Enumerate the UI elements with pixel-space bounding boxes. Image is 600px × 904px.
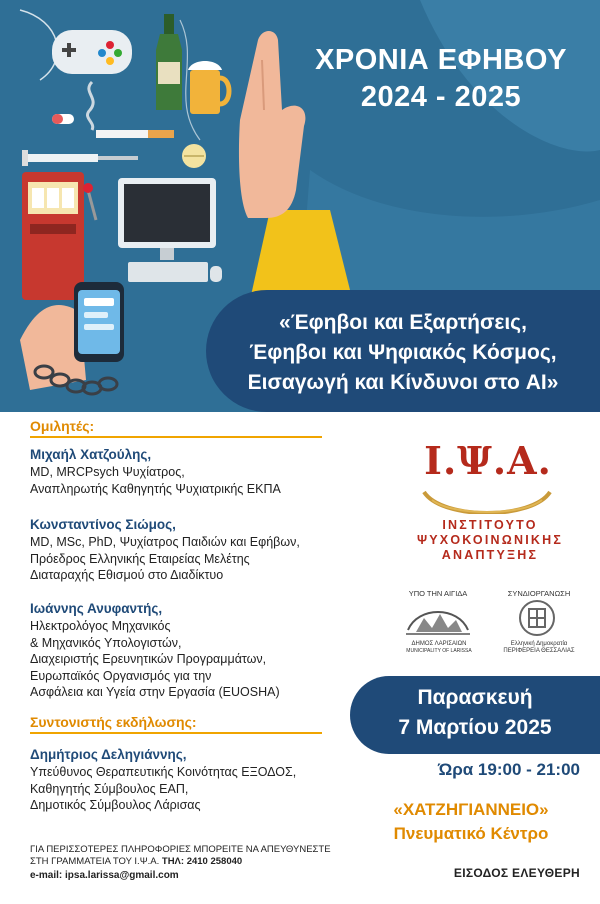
speaker-credential: Ευρωπαϊκός Οργανισμός για την [30, 668, 212, 683]
moderator-entry [30, 746, 360, 814]
region-country: Ελληνική Δημοκρατία [510, 641, 568, 647]
municipality-caption [396, 641, 482, 655]
event-date [350, 683, 600, 743]
speaker-credential: Ηλεκτρολόγος Μηχανικός [30, 619, 171, 633]
section-divider [30, 732, 322, 734]
speaker-credential: MD, MSc, PhD, Ψυχίατρος Παιδιών και Εφήβων, [30, 535, 300, 549]
speaker-credential: Αναπληρωτής Καθηγητής Ψυχιατρικής ΕΚΠΑ [30, 481, 281, 496]
organizer-name-line: ΙΝΣΤΙΤΟΥΤΟ [442, 518, 538, 532]
topic-line: «Έφηβοι και Εξαρτήσεις, [279, 311, 527, 334]
municipality-name: ΔΗΜΟΣ ΛΑΡΙΣΑΙΩΝ [411, 641, 467, 647]
municipality-emblem-icon [402, 600, 474, 640]
smoke-icon [87, 82, 93, 130]
speaker-credential: & Μηχανικός Υπολογιστών, [30, 635, 182, 650]
bottle-icon [156, 14, 182, 110]
patronage-label: ΥΠΟ ΤΗΝ ΑΙΓΙΔΑ [408, 589, 468, 598]
speaker-entry [30, 516, 360, 584]
event-day: Παρασκευή [417, 686, 533, 709]
contact-email: e-mail: ipsa.larissa@gmail.com [30, 870, 179, 881]
contact-secretariat: ΣΤΗ ΓΡΑΜΜΑΤΕΙΑ ΤΟΥ Ι.Ψ.Α. [30, 855, 160, 867]
speakers-heading: Ομιλητές: [30, 418, 95, 434]
organizer-name-line: ΑΝΑΠΤΥΞΗΣ [441, 548, 539, 562]
organizer-name [410, 518, 570, 563]
speaker-credential: Ασφάλεια και Υγεία στην Εργασία (EUOSHA) [30, 685, 280, 699]
coorganizer-label: ΣΥΝΔΙΟΡΓΑΝΩΣΗ [507, 589, 571, 598]
moderator-credential: Δημοτικός Σύμβουλος Λάρισας [30, 798, 201, 812]
event-time: Ώρα 19:00 - 21:00 [437, 760, 580, 779]
topic-text [206, 308, 600, 398]
speaker-entry [30, 446, 360, 497]
municipality-name-en: MUNICIPALITY OF LARISSA [406, 648, 472, 654]
event-venue [360, 798, 582, 846]
computer-icon [118, 178, 222, 282]
event-title-years: 2024 - 2025 [360, 81, 522, 113]
speaker-credential: Διαταραχής Εθισμού στο Διαδίκτυο [30, 568, 224, 582]
speaker-entry [30, 600, 360, 701]
topic-line: Έφηβοι και Ψηφιακός Κόσμος, [249, 341, 557, 364]
moderator-name: Δημήτριος Δεληγιάννης, [30, 747, 187, 762]
organizer-name-line: ΨΥΧΟΚΟΙΝΩΝΙΚΗΣ [416, 533, 564, 547]
game-controller-icon [52, 30, 132, 74]
cigarette-icon [96, 130, 174, 138]
venue-type: Πνευματικό Κέντρο [393, 824, 549, 843]
syringe-icon [22, 150, 138, 166]
topic-line: Εισαγωγή και Κίνδυνοι στο AI» [247, 371, 559, 394]
speaker-credential: MD, MRCPsych Ψυχίατρος, [30, 465, 185, 479]
event-title-line: ΧΡΟΝΙΑ ΕΦΗΒΟΥ [315, 44, 567, 76]
speaker-name: Μιχαήλ Χατζούλης, [30, 447, 152, 462]
contact-line: ΓΙΑ ΠΕΡΙΣΣΟΤΕΡΕΣ ΠΛΗΡΟΦΟΡΙΕΣ ΜΠΟΡΕΙΤΕ ΝΑ ΑΠΕΥΘΥΝΕΣΤΕ [30, 844, 331, 855]
logo-letters: Ι.Ψ.Α. [424, 438, 552, 483]
region-caption [494, 641, 584, 655]
section-divider [30, 436, 322, 438]
speaker-name: Ιωάννης Ανυφαντής, [30, 601, 163, 616]
region-name: ΠΕΡΙΦΕΡΕΙΑ ΘΕΣΣΑΛΙΑΣ [503, 648, 575, 654]
speaker-credential: Διαχειριστής Ερευνητικών Προγραμμάτων, [30, 652, 267, 666]
slot-machine-icon [22, 172, 96, 300]
free-entry-notice: ΕΙΣΟΔΟΣ ΕΛΕΥΘΕΡΗ [453, 866, 580, 880]
venue-name: «ΧΑΤΖΗΓΙΑΝΝΕΙΟ» [393, 800, 549, 819]
speaker-credential: Πρόεδρος Ελληνικής Εταιρείας Μελέτης [30, 551, 250, 566]
beer-mug-icon [188, 61, 229, 114]
moderator-heading: Συντονιστής εκδήλωσης: [30, 714, 197, 730]
contact-line [30, 856, 350, 868]
moderator-credential: Υπεύθυνος Θεραπευτικής Κοινότητας ΕΞΟΔΟΣ, [30, 765, 297, 779]
moderator-credential: Καθηγητής Σύμβουλος ΕΑΠ, [30, 781, 189, 796]
contact-info [30, 844, 350, 867]
event-date-value: 7 Μαρτίου 2025 [398, 716, 552, 739]
speaker-name: Κωνσταντίνος Σιώμος, [30, 517, 176, 532]
contact-phone: ΤΗΛ: 2410 258040 [161, 855, 243, 867]
event-title [300, 42, 582, 116]
greek-emblem-icon [517, 598, 557, 638]
